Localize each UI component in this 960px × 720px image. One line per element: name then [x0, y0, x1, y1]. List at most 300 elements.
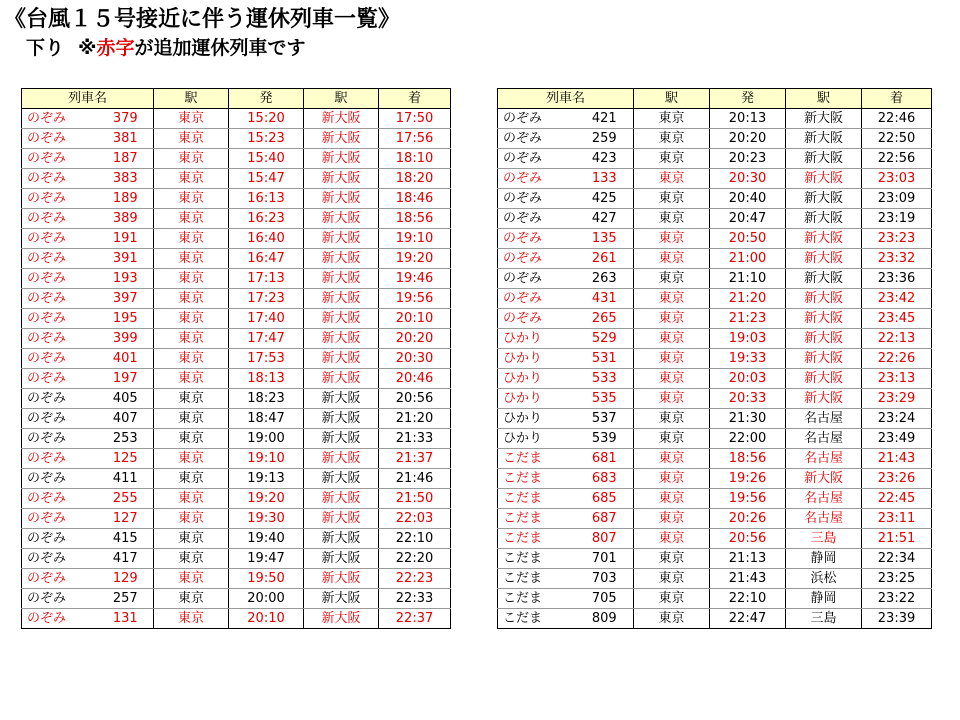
departure-time-cell: 15:20 — [229, 109, 304, 129]
destination-station-cell: 新大阪 — [786, 389, 862, 409]
timetable-left — [21, 88, 451, 629]
departure-time-cell: 19:33 — [710, 349, 786, 369]
train-type-cell: のぞみ — [22, 269, 98, 289]
direction-label: 下り — [26, 37, 65, 59]
train-number-cell: 539 — [576, 429, 634, 449]
destination-station-cell: 新大阪 — [786, 149, 862, 169]
arrival-time-cell: 21:46 — [379, 469, 451, 489]
origin-station-cell: 東京 — [634, 189, 710, 209]
train-type-cell: のぞみ — [498, 129, 576, 149]
departure-time-cell: 21:30 — [710, 409, 786, 429]
departure-time-cell: 19:20 — [229, 489, 304, 509]
departure-time-cell: 16:40 — [229, 229, 304, 249]
train-number-cell: 187 — [98, 149, 154, 169]
train-number-cell: 705 — [576, 589, 634, 609]
table-row — [22, 229, 451, 249]
arrival-time-cell: 21:20 — [379, 409, 451, 429]
train-type-cell: のぞみ — [22, 509, 98, 529]
destination-station-cell: 新大阪 — [786, 209, 862, 229]
origin-station-cell: 東京 — [154, 489, 229, 509]
origin-station-cell: 東京 — [634, 229, 710, 249]
table-row — [498, 309, 932, 329]
train-number-cell: 529 — [576, 329, 634, 349]
departure-time-cell: 19:30 — [229, 509, 304, 529]
destination-station-cell: 新大阪 — [304, 389, 379, 409]
destination-station-cell: 新大阪 — [304, 129, 379, 149]
train-number-cell: 407 — [98, 409, 154, 429]
table-row — [22, 169, 451, 189]
timetable-right — [497, 88, 932, 629]
destination-station-cell: 新大阪 — [304, 449, 379, 469]
subtitle — [26, 33, 306, 60]
table-row — [22, 309, 451, 329]
train-type-cell: こだま — [498, 609, 576, 629]
destination-station-cell: 新大阪 — [304, 229, 379, 249]
train-type-cell: こだま — [498, 489, 576, 509]
destination-station-cell: 名古屋 — [786, 489, 862, 509]
table-row — [498, 169, 932, 189]
table-row — [498, 409, 932, 429]
train-number-cell: 381 — [98, 129, 154, 149]
destination-station-cell: 三島 — [786, 529, 862, 549]
departure-time-cell: 18:47 — [229, 409, 304, 429]
train-number-cell: 415 — [98, 529, 154, 549]
origin-station-cell: 東京 — [154, 349, 229, 369]
train-number-cell: 263 — [576, 269, 634, 289]
arrival-time-cell: 23:13 — [862, 369, 932, 389]
header-arrival: 着 — [379, 89, 451, 109]
departure-time-cell: 21:00 — [710, 249, 786, 269]
train-type-cell: のぞみ — [498, 189, 576, 209]
arrival-time-cell: 21:43 — [862, 449, 932, 469]
departure-time-cell: 20:23 — [710, 149, 786, 169]
table-row — [22, 329, 451, 349]
train-type-cell: のぞみ — [498, 209, 576, 229]
destination-station-cell: 新大阪 — [304, 529, 379, 549]
train-number-cell: 189 — [98, 189, 154, 209]
destination-station-cell: 新大阪 — [786, 169, 862, 189]
train-number-cell: 405 — [98, 389, 154, 409]
destination-station-cell: 新大阪 — [304, 569, 379, 589]
table-row — [22, 349, 451, 369]
header-station-to: 駅 — [304, 89, 379, 109]
train-type-cell: のぞみ — [22, 549, 98, 569]
origin-station-cell: 東京 — [634, 169, 710, 189]
destination-station-cell: 新大阪 — [304, 369, 379, 389]
departure-time-cell: 15:40 — [229, 149, 304, 169]
departure-time-cell: 21:13 — [710, 549, 786, 569]
arrival-time-cell: 23:29 — [862, 389, 932, 409]
origin-station-cell: 東京 — [154, 509, 229, 529]
train-number-cell: 255 — [98, 489, 154, 509]
timetable-body — [22, 109, 451, 629]
table-row — [498, 349, 932, 369]
arrival-time-cell: 22:03 — [379, 509, 451, 529]
train-type-cell: のぞみ — [22, 209, 98, 229]
table-row — [498, 209, 932, 229]
train-type-cell: こだま — [498, 569, 576, 589]
origin-station-cell: 東京 — [154, 309, 229, 329]
train-type-cell: ひかり — [498, 329, 576, 349]
arrival-time-cell: 19:10 — [379, 229, 451, 249]
train-type-cell: こだま — [498, 509, 576, 529]
train-type-cell: のぞみ — [498, 269, 576, 289]
destination-station-cell: 新大阪 — [304, 609, 379, 629]
train-number-cell: 257 — [98, 589, 154, 609]
arrival-time-cell: 23:23 — [862, 229, 932, 249]
origin-station-cell: 東京 — [634, 389, 710, 409]
departure-time-cell: 15:23 — [229, 129, 304, 149]
table-row — [498, 449, 932, 469]
arrival-time-cell: 22:45 — [862, 489, 932, 509]
train-number-cell: 425 — [576, 189, 634, 209]
departure-time-cell: 19:47 — [229, 549, 304, 569]
arrival-time-cell: 18:10 — [379, 149, 451, 169]
train-type-cell: ひかり — [498, 429, 576, 449]
departure-time-cell: 21:10 — [710, 269, 786, 289]
destination-station-cell: 新大阪 — [304, 269, 379, 289]
departure-time-cell: 19:10 — [229, 449, 304, 469]
origin-station-cell: 東京 — [634, 109, 710, 129]
table-row — [498, 589, 932, 609]
destination-station-cell: 新大阪 — [304, 349, 379, 369]
train-type-cell: のぞみ — [22, 589, 98, 609]
table-row — [498, 529, 932, 549]
arrival-time-cell: 20:10 — [379, 309, 451, 329]
arrival-time-cell: 20:30 — [379, 349, 451, 369]
header-station-from: 駅 — [154, 89, 229, 109]
arrival-time-cell: 17:56 — [379, 129, 451, 149]
table-row — [498, 129, 932, 149]
table-row — [22, 429, 451, 449]
table-row — [498, 489, 932, 509]
destination-station-cell: 新大阪 — [304, 489, 379, 509]
destination-station-cell: 名古屋 — [786, 429, 862, 449]
arrival-time-cell: 18:20 — [379, 169, 451, 189]
departure-time-cell: 20:13 — [710, 109, 786, 129]
origin-station-cell: 東京 — [154, 329, 229, 349]
arrival-time-cell: 22:26 — [862, 349, 932, 369]
destination-station-cell: 新大阪 — [304, 589, 379, 609]
train-number-cell: 807 — [576, 529, 634, 549]
train-number-cell: 421 — [576, 109, 634, 129]
destination-station-cell: 新大阪 — [304, 429, 379, 449]
departure-time-cell: 22:10 — [710, 589, 786, 609]
origin-station-cell: 東京 — [634, 329, 710, 349]
train-type-cell: のぞみ — [22, 289, 98, 309]
table-row — [22, 549, 451, 569]
train-number-cell: 379 — [98, 109, 154, 129]
train-type-cell: のぞみ — [22, 489, 98, 509]
departure-time-cell: 20:00 — [229, 589, 304, 609]
train-type-cell: こだま — [498, 449, 576, 469]
header-station-to: 駅 — [786, 89, 862, 109]
origin-station-cell: 東京 — [154, 469, 229, 489]
origin-station-cell: 東京 — [634, 209, 710, 229]
train-number-cell: 191 — [98, 229, 154, 249]
table-row — [22, 569, 451, 589]
table-row — [22, 149, 451, 169]
origin-station-cell: 東京 — [154, 389, 229, 409]
train-type-cell: のぞみ — [22, 349, 98, 369]
departure-time-cell: 20:30 — [710, 169, 786, 189]
train-type-cell: のぞみ — [22, 249, 98, 269]
train-type-cell: のぞみ — [22, 169, 98, 189]
origin-station-cell: 東京 — [634, 269, 710, 289]
train-number-cell: 131 — [98, 609, 154, 629]
origin-station-cell: 東京 — [634, 469, 710, 489]
train-type-cell: こだま — [498, 469, 576, 489]
origin-station-cell: 東京 — [154, 249, 229, 269]
destination-station-cell: 新大阪 — [786, 349, 862, 369]
header-train-name: 列車名 — [498, 89, 634, 109]
train-type-cell: ひかり — [498, 389, 576, 409]
arrival-time-cell: 23:19 — [862, 209, 932, 229]
departure-time-cell: 17:13 — [229, 269, 304, 289]
origin-station-cell: 東京 — [154, 149, 229, 169]
departure-time-cell: 19:56 — [710, 489, 786, 509]
departure-time-cell: 18:56 — [710, 449, 786, 469]
table-row — [22, 409, 451, 429]
table-row — [498, 249, 932, 269]
destination-station-cell: 静岡 — [786, 589, 862, 609]
destination-station-cell: 新大阪 — [786, 469, 862, 489]
train-number-cell: 129 — [98, 569, 154, 589]
train-number-cell: 197 — [98, 369, 154, 389]
departure-time-cell: 16:13 — [229, 189, 304, 209]
origin-station-cell: 東京 — [154, 129, 229, 149]
table-row — [498, 369, 932, 389]
origin-station-cell: 東京 — [634, 529, 710, 549]
origin-station-cell: 東京 — [634, 549, 710, 569]
destination-station-cell: 新大阪 — [304, 469, 379, 489]
origin-station-cell: 東京 — [154, 549, 229, 569]
departure-time-cell: 20:26 — [710, 509, 786, 529]
origin-station-cell: 東京 — [154, 589, 229, 609]
origin-station-cell: 東京 — [154, 609, 229, 629]
destination-station-cell: 静岡 — [786, 549, 862, 569]
train-type-cell: こだま — [498, 529, 576, 549]
arrival-time-cell: 20:56 — [379, 389, 451, 409]
train-number-cell: 411 — [98, 469, 154, 489]
departure-time-cell: 19:50 — [229, 569, 304, 589]
train-number-cell: 687 — [576, 509, 634, 529]
train-number-cell: 383 — [98, 169, 154, 189]
destination-station-cell: 名古屋 — [786, 509, 862, 529]
table-row — [22, 109, 451, 129]
destination-station-cell: 名古屋 — [786, 449, 862, 469]
arrival-time-cell: 23:36 — [862, 269, 932, 289]
train-type-cell: のぞみ — [22, 389, 98, 409]
departure-time-cell: 18:13 — [229, 369, 304, 389]
origin-station-cell: 東京 — [634, 369, 710, 389]
destination-station-cell: 新大阪 — [304, 549, 379, 569]
table-row — [22, 449, 451, 469]
destination-station-cell: 新大阪 — [786, 229, 862, 249]
train-number-cell: 427 — [576, 209, 634, 229]
origin-station-cell: 東京 — [154, 529, 229, 549]
destination-station-cell: 新大阪 — [786, 129, 862, 149]
train-type-cell: ひかり — [498, 369, 576, 389]
table-row — [498, 109, 932, 129]
train-number-cell: 683 — [576, 469, 634, 489]
train-number-cell: 417 — [98, 549, 154, 569]
train-number-cell: 431 — [576, 289, 634, 309]
header-row — [498, 89, 932, 109]
train-number-cell: 261 — [576, 249, 634, 269]
departure-time-cell: 20:50 — [710, 229, 786, 249]
train-number-cell: 533 — [576, 369, 634, 389]
departure-time-cell: 19:03 — [710, 329, 786, 349]
arrival-time-cell: 19:46 — [379, 269, 451, 289]
destination-station-cell: 新大阪 — [786, 309, 862, 329]
header-departure: 発 — [710, 89, 786, 109]
train-type-cell: こだま — [498, 549, 576, 569]
departure-time-cell: 16:47 — [229, 249, 304, 269]
origin-station-cell: 東京 — [154, 269, 229, 289]
table-row — [22, 489, 451, 509]
arrival-time-cell: 22:56 — [862, 149, 932, 169]
departure-time-cell: 19:26 — [710, 469, 786, 489]
note-prefix: ※ — [78, 37, 97, 59]
origin-station-cell: 東京 — [634, 489, 710, 509]
table-row — [22, 509, 451, 529]
destination-station-cell: 浜松 — [786, 569, 862, 589]
origin-station-cell: 東京 — [154, 169, 229, 189]
destination-station-cell: 新大阪 — [786, 269, 862, 289]
departure-time-cell: 20:10 — [229, 609, 304, 629]
destination-station-cell: 新大阪 — [786, 329, 862, 349]
arrival-time-cell: 22:34 — [862, 549, 932, 569]
destination-station-cell: 新大阪 — [304, 509, 379, 529]
origin-station-cell: 東京 — [154, 449, 229, 469]
origin-station-cell: 東京 — [634, 509, 710, 529]
table-row — [498, 229, 932, 249]
origin-station-cell: 東京 — [634, 249, 710, 269]
arrival-time-cell: 21:51 — [862, 529, 932, 549]
train-type-cell: ひかり — [498, 409, 576, 429]
train-number-cell: 133 — [576, 169, 634, 189]
train-number-cell: 703 — [576, 569, 634, 589]
destination-station-cell: 新大阪 — [304, 169, 379, 189]
train-number-cell: 423 — [576, 149, 634, 169]
train-number-cell: 389 — [98, 209, 154, 229]
arrival-time-cell: 23:03 — [862, 169, 932, 189]
timetable-body — [498, 109, 932, 629]
train-type-cell: のぞみ — [22, 109, 98, 129]
arrival-time-cell: 22:13 — [862, 329, 932, 349]
table-row — [22, 249, 451, 269]
origin-station-cell: 東京 — [154, 369, 229, 389]
train-number-cell: 809 — [576, 609, 634, 629]
destination-station-cell: 新大阪 — [786, 289, 862, 309]
arrival-time-cell: 23:49 — [862, 429, 932, 449]
header-arrival: 着 — [862, 89, 932, 109]
arrival-time-cell: 22:50 — [862, 129, 932, 149]
table-row — [498, 189, 932, 209]
table-row — [22, 589, 451, 609]
train-number-cell: 399 — [98, 329, 154, 349]
train-type-cell: のぞみ — [22, 429, 98, 449]
train-type-cell: のぞみ — [498, 149, 576, 169]
departure-time-cell: 20:40 — [710, 189, 786, 209]
train-number-cell: 195 — [98, 309, 154, 329]
train-type-cell: のぞみ — [22, 129, 98, 149]
note-red-text: 赤字 — [96, 37, 135, 59]
destination-station-cell: 新大阪 — [304, 189, 379, 209]
table-row — [498, 329, 932, 349]
table-row — [498, 549, 932, 569]
train-type-cell: のぞみ — [498, 109, 576, 129]
departure-time-cell: 21:43 — [710, 569, 786, 589]
train-type-cell: のぞみ — [498, 169, 576, 189]
arrival-time-cell: 22:33 — [379, 589, 451, 609]
header-departure: 発 — [229, 89, 304, 109]
table-row — [22, 389, 451, 409]
destination-station-cell: 新大阪 — [304, 409, 379, 429]
arrival-time-cell: 21:33 — [379, 429, 451, 449]
departure-time-cell: 19:00 — [229, 429, 304, 449]
table-row — [22, 209, 451, 229]
table-row — [22, 609, 451, 629]
train-type-cell: のぞみ — [498, 249, 576, 269]
arrival-time-cell: 19:20 — [379, 249, 451, 269]
table-row — [498, 429, 932, 449]
arrival-time-cell: 23:24 — [862, 409, 932, 429]
train-type-cell: のぞみ — [498, 289, 576, 309]
train-number-cell: 135 — [576, 229, 634, 249]
train-type-cell: のぞみ — [22, 569, 98, 589]
departure-time-cell: 19:40 — [229, 529, 304, 549]
departure-time-cell: 19:13 — [229, 469, 304, 489]
table-row — [22, 529, 451, 549]
train-type-cell: のぞみ — [22, 529, 98, 549]
train-type-cell: のぞみ — [498, 309, 576, 329]
arrival-time-cell: 22:23 — [379, 569, 451, 589]
train-number-cell: 125 — [98, 449, 154, 469]
departure-time-cell: 21:23 — [710, 309, 786, 329]
origin-station-cell: 東京 — [634, 609, 710, 629]
train-number-cell: 681 — [576, 449, 634, 469]
destination-station-cell: 新大阪 — [786, 249, 862, 269]
train-type-cell: のぞみ — [22, 449, 98, 469]
train-number-cell: 127 — [98, 509, 154, 529]
origin-station-cell: 東京 — [634, 149, 710, 169]
destination-station-cell: 新大阪 — [304, 329, 379, 349]
page-title: 《台風１５号接近に伴う運休列車一覧》 — [4, 7, 401, 32]
departure-time-cell: 20:20 — [710, 129, 786, 149]
train-type-cell: のぞみ — [22, 149, 98, 169]
table-row — [498, 389, 932, 409]
train-type-cell: のぞみ — [22, 189, 98, 209]
departure-time-cell: 17:53 — [229, 349, 304, 369]
table-row — [498, 569, 932, 589]
train-number-cell: 265 — [576, 309, 634, 329]
origin-station-cell: 東京 — [634, 589, 710, 609]
origin-station-cell: 東京 — [154, 209, 229, 229]
origin-station-cell: 東京 — [154, 109, 229, 129]
departure-time-cell: 20:33 — [710, 389, 786, 409]
arrival-time-cell: 23:26 — [862, 469, 932, 489]
train-type-cell: のぞみ — [22, 329, 98, 349]
origin-station-cell: 東京 — [154, 409, 229, 429]
departure-time-cell: 20:47 — [710, 209, 786, 229]
arrival-time-cell: 23:32 — [862, 249, 932, 269]
train-number-cell: 193 — [98, 269, 154, 289]
train-number-cell: 397 — [98, 289, 154, 309]
origin-station-cell: 東京 — [634, 349, 710, 369]
train-number-cell: 685 — [576, 489, 634, 509]
